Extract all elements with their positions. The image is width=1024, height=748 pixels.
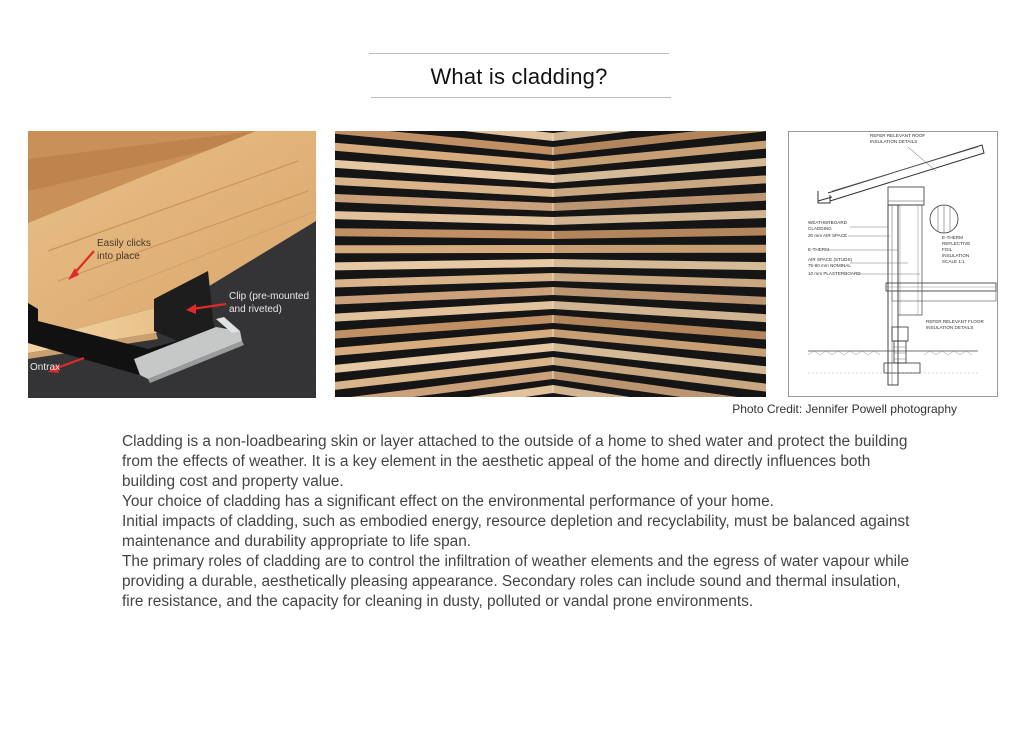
label-etherm-r3: FOIL <box>942 247 953 252</box>
label-air-space: 20 mm AIR SPACE <box>808 233 848 238</box>
label-riveted: and riveted) <box>229 304 282 315</box>
label-weatherboard-1: WEATHERBOARD <box>808 220 847 225</box>
label-roof-2: INSULATION DETAILS <box>870 139 918 144</box>
label-floor-1: REFER RELEVANT FLOOR <box>926 319 984 324</box>
label-roof-1: REFER RELEVANT ROOF <box>870 133 926 138</box>
paragraph-initial-impacts: Initial impacts of cladding, such as embodied energy, resource depletion and recyclability, must be balanced against maintenance and durability appropriate to life span. <box>122 513 910 550</box>
paragraph-definition: Cladding is a non-loadbearing skin or layer attached to the outside of a home to shed water and protect the building from the effects of weather. It is a key element in the aesthetic appeal of the home and directly influences both building cost and property value. <box>122 433 908 490</box>
body-text <box>122 432 912 612</box>
label-clip: Clip (pre-mounted <box>229 291 310 302</box>
clip-system-illustration <box>28 131 316 398</box>
photo-section-drawing <box>788 131 998 397</box>
label-etherm-r2: REFLECTIVE <box>942 241 971 246</box>
label-studs-1: AIR SPACE (STUDS) <box>808 257 853 262</box>
label-etherm-r1: E-THERM <box>942 235 963 240</box>
section-drawing-illustration <box>788 131 998 397</box>
title-rule-bottom <box>371 97 671 98</box>
label-studs-2: 75-90 mm NOMINAL <box>808 263 851 268</box>
label-into-place: into place <box>97 251 140 262</box>
slat-right <box>553 245 766 253</box>
title-rule-top <box>369 53 669 54</box>
photo-credit: Photo Credit: Jennifer Powell photography <box>732 402 957 416</box>
label-etherm-r5: SCALE 1:1 <box>942 259 965 264</box>
label-weatherboard-2: CLADDING <box>808 226 832 231</box>
label-floor-2: INSULATION DETAILS <box>926 325 974 330</box>
slat-left <box>335 245 553 253</box>
cladding-slats-illustration <box>335 131 766 397</box>
paragraph-environmental: Your choice of cladding has a significant effect on the environmental performance of your home. <box>122 493 774 510</box>
photo-cladding-corner <box>335 131 766 397</box>
label-etherm: E-THERM <box>808 247 829 252</box>
paragraph-primary-roles: The primary roles of cladding are to control the infiltration of weather elements and the egress of water vapour while providing a durable, aesthetically pleasing appearance. Secondary roles can include sound and thermal insulation, fire resistance, and the capacity for cleaning in dusty, polluted or vandal prone environments. <box>122 553 910 610</box>
label-etherm-r4: INSULATION <box>942 253 970 258</box>
photo-clip-system <box>28 131 316 398</box>
page-title: What is cladding? <box>430 64 608 89</box>
label-ontrax: Ontrax <box>30 362 61 373</box>
label-easily-clicks: Easily clicks <box>97 238 151 249</box>
label-plasterboard: 10 mm PLASTERBOARD <box>808 271 861 276</box>
